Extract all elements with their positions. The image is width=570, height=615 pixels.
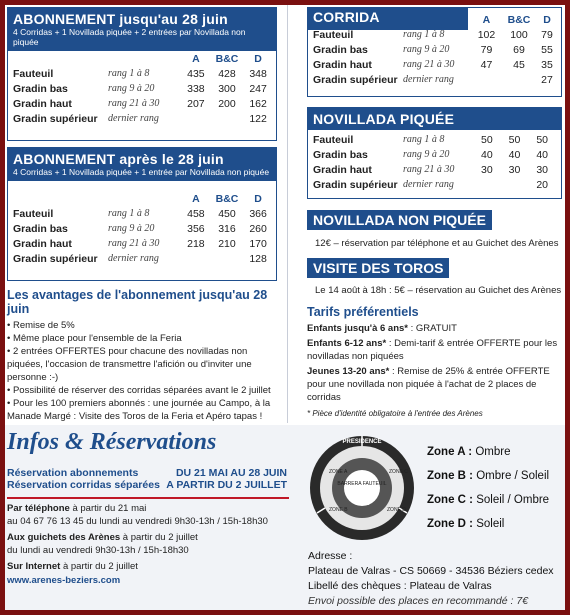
table-row: Gradin haut rang 21 à 30 47 45 35 — [313, 58, 553, 71]
corrida-title: CORRIDA — [313, 9, 380, 25]
table-row: Gradin supérieur dernier rang 128 — [13, 252, 267, 265]
table-row: Gradin haut rang 21 à 30 207 200 162 — [13, 97, 267, 110]
novillada-piquee-table — [313, 132, 556, 192]
arena-label-c: ZONE C — [389, 469, 408, 475]
corrida-box — [307, 7, 562, 97]
column-divider — [287, 5, 288, 423]
list-item: Zone C : Soleil / Ombre — [427, 494, 550, 506]
tarifs-section — [307, 305, 562, 420]
list-item: Enfants 6-12 ans* : Demi-tarif & entrée OFFERTE pour les novilladas non piquées — [307, 338, 558, 362]
corrida-table: A B&C D Fauteuil rang 1 à 8 102 100 79 Gradin bas rang 9 à 20 79 69 55 Gradin haut rang 21 à 30 47 45 35 Gradin supérieur dernier rang 27 — [313, 12, 556, 87]
list-item: • Même place pour l'ensemble de la Feria — [7, 333, 182, 344]
abonnement-after-table: A B&C D Fauteuil rang 1 à 8 458 450 366 Gradin bas rang 9 à 20 356 316 260 Gradin haut rang 21 à 30 218 210 170 Gradin supérieur dernier rang 128 — [13, 191, 271, 266]
reservation-dates: Réservation abonnements DU 21 MAI AU 28 JUIN Réservation corridas séparées A PARTIR DU 2 JUILLET — [7, 467, 287, 491]
table-row: Fauteuil rang 1 à 8 50 50 50 — [313, 133, 548, 146]
abonnement-after-title: ABONNEMENT après le 28 juin — [13, 151, 224, 167]
list-item: Zone D : Soleil — [427, 518, 505, 530]
infos-title: Infos & Réservations — [7, 429, 217, 455]
list-item: • Possibilité de réserver des corridas séparées avant le 2 juillet — [7, 385, 271, 396]
novillada-piquee-header — [308, 108, 561, 130]
table-row: Gradin supérieur dernier rang 20 — [313, 178, 548, 191]
abonnement-before-box — [7, 7, 277, 141]
avantages-section — [7, 288, 279, 423]
contact-info: Par téléphone à partir du 21 mai au 04 67 76 13 45 du lundi au vendredi 9h30-13h / 15h-18h30 Aux guichets des Arènes à partir du 2 juillet du lundi au vendredi 9h30-13h / 15h-18h30 Sur Internet à partir du 2 juillet www.arenes-beziers.com — [7, 503, 287, 587]
col-bc: B&C — [215, 52, 239, 65]
table-row: Gradin supérieur dernier rang 27 — [313, 73, 553, 86]
arena-label-toril: TORIL — [354, 501, 370, 507]
list-item: • Remise de 5% — [7, 320, 75, 331]
novillada-non-piquee-text: 12€ – réservation par téléphone et au Guichet des Arènes — [315, 238, 559, 249]
col-a: A — [192, 52, 200, 65]
list-item: • Pour les 100 premiers abonnés : une journée au Campo, à la Manade Margé : Visite des Toros de la Feria et Apéro tapas ! — [7, 398, 271, 422]
list-item: Zone A : Ombre — [427, 446, 511, 458]
abonnement-after-subtitle: 4 Corridas + 1 Novillada piquée + 1 entrée par Novillada non piquée — [13, 167, 270, 177]
table-row: Gradin bas rang 9 à 20 356 316 260 — [13, 222, 267, 235]
list-item: Zone B : Ombre / Soleil — [427, 470, 550, 482]
abonnement-before-subtitle: 4 Corridas + 1 Novillada piquée + 2 entrées par Novillada non piquée — [13, 27, 246, 47]
list-item: Enfants jusqu'à 6 ans* : GRATUIT — [307, 323, 457, 334]
adresse-block: Adresse : Plateau de Valras - CS 50669 - 34536 Béziers cedex Libellé des chèques : Plateau de Valras Envoi possible des places en recommandé : 7€ — [308, 550, 554, 607]
brochure-page — [5, 5, 565, 610]
abonnement-before-title: ABONNEMENT jusqu'au 28 juin — [13, 11, 228, 27]
zones-legend — [427, 440, 549, 536]
tarifs-title: Tarifs préférentiels — [307, 305, 419, 319]
arena-label-presidence: PRESIDENCE — [342, 439, 382, 445]
novillada-non-piquee-header: NOVILLADA NON PIQUÉE — [307, 210, 492, 230]
list-item: Jeunes 13-20 ans* : Remise de 25% & entrée OFFERTE pour une novillada non piquée à l'achat de 2 places de corridas — [307, 366, 550, 403]
novillada-piquee-box — [307, 107, 562, 199]
visite-toros-header: VISITE DES TOROS — [307, 258, 449, 278]
table-row: Gradin bas rang 9 à 20 338 300 247 — [13, 82, 267, 95]
arena-label-barrera: BARRERA FAUTEUIL — [337, 481, 387, 487]
arena-label-b: ZONE B — [329, 507, 348, 513]
table-row: Gradin bas rang 9 à 20 40 40 40 — [313, 148, 548, 161]
tarifs-footnote: * Pièce d'identité obligatoire à l'entrée des Arènes — [307, 409, 483, 418]
arena-seating-diagram — [307, 433, 417, 543]
abonnement-before-table — [13, 51, 271, 126]
arena-label-d: ZONE D — [387, 507, 406, 513]
list-item: • 2 entrées OFFERTES pour chacune des novilladas non piquées, l'occasion de transmettre l'afición ou d'inviter une personne :-) — [7, 346, 252, 383]
table-row: Gradin supérieur dernier rang 122 — [13, 112, 267, 125]
infos-section — [5, 425, 565, 610]
table-row: Gradin haut rang 21 à 30 218 210 170 — [13, 237, 267, 250]
table-row: Fauteuil rang 1 à 8 458 450 366 — [13, 207, 267, 220]
avantages-list — [7, 319, 279, 423]
table-row: Gradin bas rang 9 à 20 79 69 55 — [313, 43, 553, 56]
novillada-piquee-title: NOVILLADA PIQUÉE — [313, 111, 455, 127]
arena-label-a: ZONE A — [329, 469, 348, 475]
table-row: Gradin haut rang 21 à 30 30 30 30 — [313, 163, 548, 176]
table-row: Fauteuil rang 1 à 8 435 428 348 — [13, 67, 267, 80]
visite-toros-text: Le 14 août à 18h : 5€ – réservation au Guichet des Arènes — [315, 285, 562, 296]
abonnement-before-header — [8, 8, 276, 51]
abonnement-after-box — [7, 147, 277, 281]
avantages-title: Les avantages de l'abonnement jusqu'au 28 juin — [7, 288, 268, 316]
col-d: D — [254, 52, 262, 65]
abonnement-after-header — [8, 148, 276, 181]
website-link[interactable]: www.arenes-beziers.com — [7, 574, 121, 586]
table-row: Fauteuil rang 1 à 8 102 100 79 — [313, 28, 553, 41]
red-underline — [7, 497, 289, 499]
